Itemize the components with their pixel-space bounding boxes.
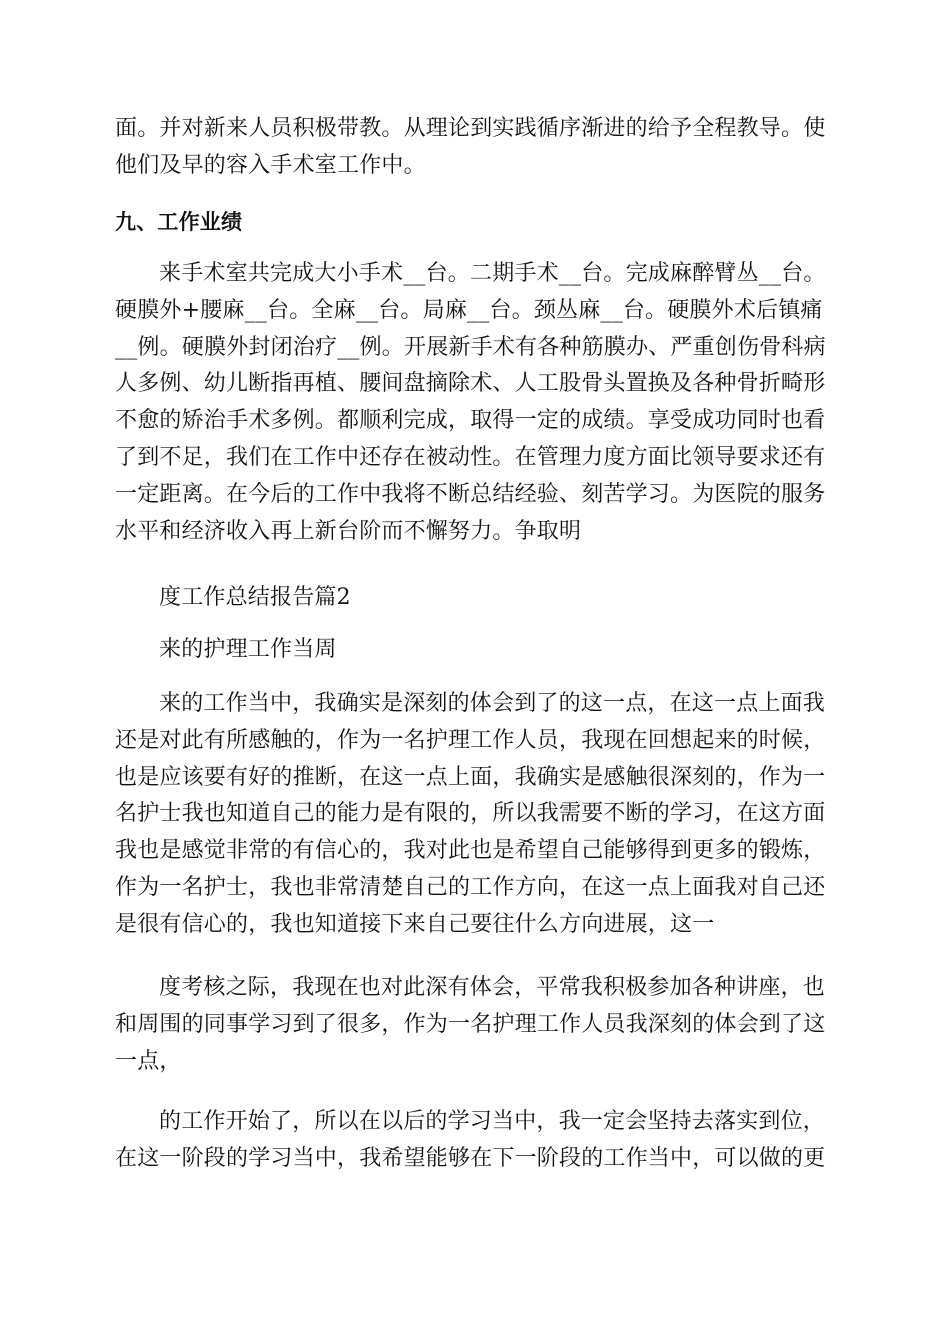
- text-line: 了到不足，我们在工作中还存在被动性。在管理力度方面比领导要求还有: [115, 444, 826, 470]
- paragraph-achievements: [115, 256, 835, 550]
- text-line: __例。硬膜外封闭治疗__例。开展新手术有各种筋膜办、严重创伤骨科病: [115, 334, 826, 360]
- text-line: 和周围的同事学习到了很多，作为一名护理工作人员我深刻的体会到了这: [115, 1011, 826, 1037]
- text-line: 来手术室共完成大小手术__台。二期手术__台。完成麻醉臂丛__台。: [159, 261, 826, 286]
- text-line: 他们及早的容入手术室工作中。: [115, 152, 426, 178]
- text-line: 来的工作当中，我确实是深刻的体会到了的这一点，在这一点上面我: [159, 691, 826, 716]
- paragraph-experience: [115, 686, 835, 944]
- text-line: 作为一名护士，我也非常清楚自己的工作方向，在这一点上面我对自己还: [115, 874, 826, 900]
- text-line: 硬膜外+腰麻__台。全麻__台。局麻__台。颈丛麻__台。硬膜外术后镇痛: [115, 297, 823, 323]
- paragraph-assessment: [115, 970, 835, 1080]
- text-line: 我也是感觉非常的有信心的，我对此也是希望自己能够得到更多的锻炼，: [115, 838, 826, 864]
- text-line: 是很有信心的，我也知道接下来自己要往什么方向进展，这一: [115, 911, 715, 937]
- text-line: 来的护理工作当周: [159, 637, 337, 662]
- text-line: 水平和经济收入再上新台阶而不懈努力。争取明: [115, 518, 582, 544]
- paragraph-future: [115, 1104, 835, 1178]
- text-line: 在这一阶段的学习当中，我希望能够在下一阶段的工作当中，可以做的更: [115, 1145, 826, 1171]
- text-line: 面。并对新来人员积极带教。从理论到实践循序渐进的给予全程教导。使: [115, 116, 826, 141]
- text-line: 名护士我也知道自己的能力是有限的，所以我需要不断的学习，在这方面: [115, 801, 826, 827]
- text-line: 还是对此有所感触的，作为一名护理工作人员，我现在回想起来的时候，: [115, 727, 826, 753]
- text-line: 度工作总结报告篇2: [159, 585, 351, 610]
- text-line: 一点，: [115, 1048, 182, 1074]
- text-line: 人多例、幼儿断指再植、腰间盘摘除术、人工股骨头置换及各种骨折畸形: [115, 371, 826, 397]
- line-nursing: [115, 632, 835, 669]
- text-line: 一定距离。在今后的工作中我将不断总结经验、刻苦学习。为医院的服务: [115, 481, 826, 507]
- subtitle-report-2: [115, 580, 835, 617]
- text-line: 不愈的矫治手术多例。都顺利完成，取得一定的成绩。享受成功同时也看: [115, 408, 826, 434]
- text-line: 度考核之际，我现在也对此深有体会，平常我积极参加各种讲座，也: [159, 975, 826, 1000]
- text-line: 的工作开始了，所以在以后的学习当中，我一定会坚持去落实到位，: [159, 1109, 826, 1134]
- section-heading: 九、工作业绩: [115, 210, 243, 234]
- text-line: 也是应该要有好的推断，在这一点上面，我确实是感触很深刻的，作为一: [115, 764, 826, 790]
- paragraph-intro: [115, 111, 835, 185]
